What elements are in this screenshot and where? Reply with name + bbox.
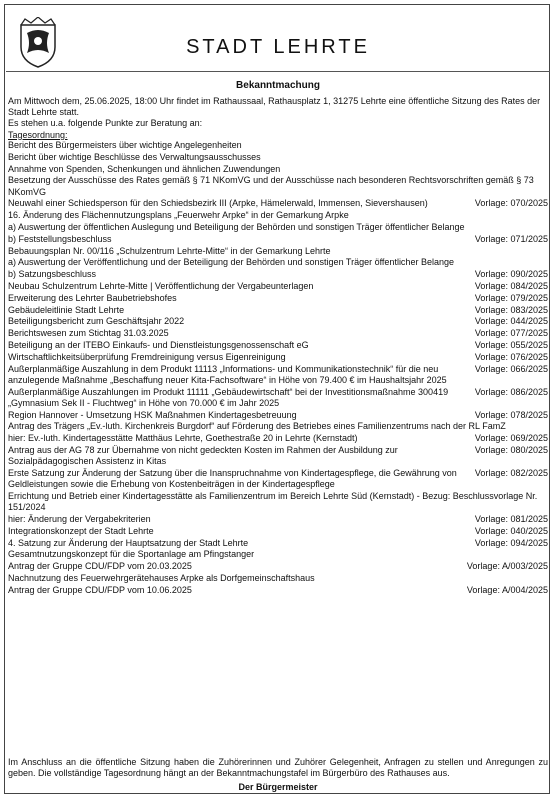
agenda-item-text: Antrag der Gruppe CDU/FDP vom 20.03.2025	[8, 561, 192, 572]
agenda-item-text: b) Feststellungsbeschluss	[8, 233, 112, 244]
agenda-item-text: Neuwahl einer Schiedsperson für den Schiedsbezirk III (Arpke, Hämelerwald, Immensen, Sievershausen)	[8, 198, 428, 209]
city-title: STADT LEHRTE	[186, 36, 370, 58]
agenda-item	[8, 152, 548, 163]
agenda-item	[8, 246, 548, 257]
agenda-item-text: hier: Ev.-luth. Kindertagesstätte Matthäus Lehrte, Goethestraße 20 in Lehrte (Kernstadt)	[8, 433, 358, 444]
agenda-item-vorlage: Vorlage: 079/2025	[474, 292, 548, 303]
agenda-item	[8, 538, 548, 549]
agenda-item	[8, 352, 548, 363]
agenda-item	[8, 316, 548, 327]
agenda-item-vorlage: Vorlage: 094/2025	[474, 537, 548, 548]
signature: Der Bürgermeister	[238, 782, 318, 792]
agenda-item-vorlage: Vorlage: A/004/2025	[466, 584, 548, 595]
header-divider	[6, 71, 550, 72]
agenda-item-vorlage: Vorlage: 066/2025	[474, 363, 548, 374]
agenda-item	[8, 175, 548, 197]
agenda-item-text: Beteiligung an der ITEBO Einkaufs- und Dienstleistungsgenossenschaft eG	[8, 339, 309, 350]
agenda-item	[8, 328, 548, 339]
agenda-item	[8, 269, 548, 280]
agenda-item	[8, 387, 548, 409]
agenda-item-text: Außerplanmäßige Auszahlung in dem Produkt 11113 „Informations- und Kommunikationstechnik“ für die neu anzulegende Maßnahme „Beschaffung neuer Kita-Fachsoftware“ in Höhe von 79.400 € im Haushaltsjahr 2025	[8, 363, 447, 385]
agenda-item	[8, 421, 548, 432]
closing-text: Im Anschluss an die öffentliche Sitzung haben die Zuhörerinnen und Zuhörer Gelegenheit, Anfragen zu stellen und Anregungen zu geben. Die vollständige Tagesordnung hängt an der Bekanntmachungstafel im Bürgerbüro des Rathauses aus.	[8, 757, 548, 778]
agenda-item-text: Besetzung der Ausschüsse des Rates gemäß § 71 NKomVG und der Ausschüsse nach besonderen Rechtsvorschriften gemäß § 73 NKomVG	[8, 175, 534, 197]
agenda-item	[8, 433, 548, 444]
agenda-item	[8, 364, 548, 386]
agenda-list	[8, 140, 548, 597]
agenda-item-text: Berichtswesen zum Stichtag 31.03.2025	[8, 328, 169, 339]
agenda-item-text: a) Auswertung der Veröffentlichung und der Beteiligung der Behörden und sonstigen Träger öffentlicher Belange	[8, 257, 454, 268]
agenda-item-text: 16. Änderung des Flächennutzungsplans „Feuerwehr Arpke“ in der Gemarkung Arpke	[8, 210, 349, 221]
agenda-item-text: Wirtschaftlichkeitsüberprüfung Fremdreinigung versus Eigenreinigung	[8, 351, 286, 362]
agenda-item	[8, 491, 548, 513]
agenda-item-text: Erste Satzung zur Änderung der Satzung über die Inanspruchnahme von Kindertagespflege, die Gewährung von Geldleistungen sowie die Erhebung von Kostenbeiträgen in der Kindertagespflege	[8, 467, 457, 490]
agenda-item-vorlage: Vorlage: 044/2025	[474, 316, 548, 327]
agenda-item-text: hier: Änderung der Vergabekriterien	[8, 513, 151, 524]
agenda-item-text: Antrag des Trägers „Ev.-luth. Kirchenkreis Burgdorf“ auf Förderung des Betriebes eines Familienzentrums nach der RL FamZ	[8, 421, 506, 432]
agenda-item	[8, 585, 548, 596]
agenda-item	[8, 257, 548, 268]
agenda-item	[8, 468, 548, 490]
agenda-item-text: Gebäudeleitlinie Stadt Lehrte	[8, 304, 125, 315]
agenda-item	[8, 140, 548, 151]
agenda-item	[8, 293, 548, 304]
agenda-item-vorlage: Vorlage: 084/2025	[474, 280, 548, 291]
agenda-item	[8, 573, 548, 584]
agenda-item-text: Neubau Schulzentrum Lehrte-Mitte | Veröffentlichung der Vergabeunterlagen	[8, 280, 314, 291]
agenda-item	[8, 198, 548, 209]
agenda-item-text: Errichtung und Betrieb einer Kindertagesstätte als Familienzentrum im Bereich Lehrte Süd (Kernstadt) - Bezug: Beschlussvorlage Nr. 151/2024	[8, 490, 538, 513]
agenda-item-text: b) Satzungsbeschluss	[8, 269, 97, 280]
agenda-item-text: Außerplanmäßige Auszahlungen im Produkt 11111 „Gebäudewirtschaft“ bei der Investitionsmaßnahme 300419 „Gymnasium Sek II - Fluchtweg“ in Höhe von 70.000 € im Jahr 2025	[8, 386, 449, 408]
agenda-item-text: Antrag der Gruppe CDU/FDP vom 10.06.2025	[8, 584, 192, 595]
agenda-item	[8, 561, 548, 572]
agenda-item-text: Gesamtnutzungskonzept für die Sportanlage am Pfingstanger	[8, 549, 255, 560]
agenda-item	[8, 526, 548, 537]
agenda-item-vorlage: Vorlage: 076/2025	[474, 351, 548, 362]
agenda-item	[8, 305, 548, 316]
agenda-item-vorlage: Vorlage: 070/2025	[474, 198, 548, 209]
agenda-item-vorlage: Vorlage: A/003/2025	[466, 561, 548, 572]
intro-text-2: Es stehen u.a. folgende Punkte zur Beratung an:	[8, 118, 203, 129]
agenda-item-text: Region Hannover - Umsetzung HSK Maßnahmen Kindertagesbetreuung	[8, 409, 297, 420]
notice-heading: Bekanntmachung	[236, 80, 320, 91]
intro-text: Am Mittwoch dem, 25.06.2025, 18:00 Uhr findet im Rathaussaal, Rathausplatz 1, 31275 Lehrte eine öffentliche Sitzung des Rates der Stadt Lehrte statt.	[8, 96, 541, 118]
agenda-item	[8, 234, 548, 245]
agenda-item	[8, 210, 548, 221]
agenda-item	[8, 410, 548, 421]
agenda-item	[8, 340, 548, 351]
agenda-item-vorlage: Vorlage: 071/2025	[474, 233, 548, 244]
agenda-item-text: Bebauungsplan Nr. 00/116 „Schulzentrum Lehrte-Mitte“ in der Gemarkung Lehrte	[8, 245, 331, 256]
agenda-item-vorlage: Vorlage: 081/2025	[474, 513, 548, 524]
agenda-item-vorlage: Vorlage: 077/2025	[474, 328, 548, 339]
agenda-item	[8, 514, 548, 525]
agenda-item-vorlage: Vorlage: 083/2025	[474, 304, 548, 315]
agenda-item-vorlage: Vorlage: 069/2025	[474, 433, 548, 444]
agenda-item-vorlage: Vorlage: 055/2025	[474, 339, 548, 350]
agenda-item	[8, 281, 548, 292]
agenda-item-text: Bericht über wichtige Beschlüsse des Verwaltungsausschusses	[8, 151, 261, 162]
agenda-item-vorlage: Vorlage: 080/2025	[474, 444, 548, 455]
agenda-item-text: Integrationskonzept der Stadt Lehrte	[8, 525, 154, 536]
agenda-item-text: a) Auswertung der öffentlichen Auslegung und Beteiligung der Behörden und sonstigen Träger öffentlicher Belange	[8, 221, 465, 232]
agenda-item-text: Antrag aus der AG 78 zur Übernahme von nicht gedeckten Kosten im Rahmen der Ausbildung zur Sozialpädagogischen Assistenz in Kitas	[8, 444, 398, 467]
agenda-item	[8, 164, 548, 175]
agenda-item	[8, 549, 548, 560]
agenda-item-vorlage: Vorlage: 078/2025	[474, 409, 548, 420]
agenda-item-vorlage: Vorlage: 090/2025	[474, 269, 548, 280]
agenda-item-text: Erweiterung des Lehrter Baubetriebshofes	[8, 292, 177, 303]
agenda-item-text: Nachnutzung des Feuerwehrgerätehauses Arpke als Dorfgemeinschaftshaus	[8, 572, 315, 583]
notice-intro	[8, 96, 548, 141]
agenda-item-text: Annahme von Spenden, Schenkungen und ähnlichen Zuwendungen	[8, 163, 281, 174]
agenda-item	[8, 445, 548, 467]
agenda-label: Tagesordnung:	[8, 129, 68, 140]
agenda-item	[8, 222, 548, 233]
agenda-item-vorlage: Vorlage: 082/2025	[474, 467, 548, 478]
agenda-item-vorlage: Vorlage: 040/2025	[474, 525, 548, 536]
agenda-item-text: Beteiligungsbericht zum Geschäftsjahr 2022	[8, 316, 185, 327]
agenda-item-text: 4. Satzung zur Änderung der Hauptsatzung der Stadt Lehrte	[8, 537, 249, 548]
agenda-item-vorlage: Vorlage: 086/2025	[474, 386, 548, 397]
agenda-item-text: Bericht des Bürgermeisters über wichtige Angelegenheiten	[8, 140, 242, 150]
